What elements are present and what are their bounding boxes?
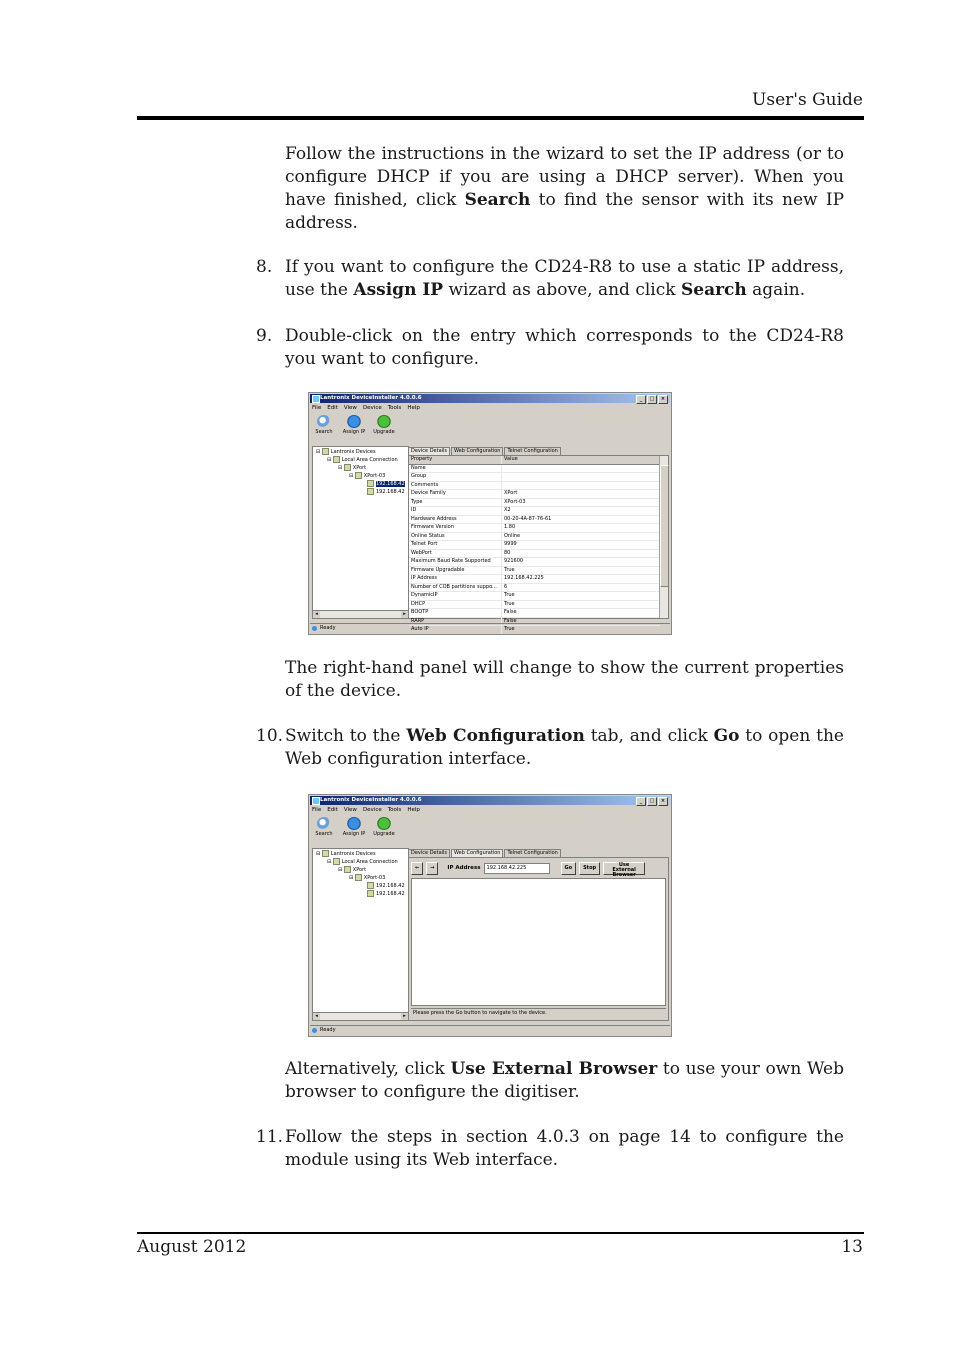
property-name: Hardware Address	[409, 516, 502, 524]
header-rule	[137, 116, 864, 120]
web-config-toolbar	[411, 860, 666, 876]
item-11-number: 11.	[256, 1127, 284, 1147]
scroll-left-icon: ◂	[313, 611, 320, 618]
tab-device-details[interactable]: Device Details	[408, 447, 450, 455]
property-name: Auto IP	[409, 626, 502, 634]
ip-address-field[interactable]: 192.168.42.225	[484, 863, 550, 874]
property-value: X2	[504, 507, 511, 513]
property-value	[502, 465, 504, 473]
property-row[interactable]	[409, 465, 660, 474]
footer-rule	[137, 1232, 864, 1234]
tree-item[interactable]: ⊟ Lantronix Devices	[316, 449, 376, 455]
scroll-thumb	[660, 465, 669, 587]
property-value: 9999	[504, 541, 517, 547]
item-9-text: Double-click on the entry which corresponds to the CD24-R8 you want to configure.	[285, 326, 844, 369]
menu-edit[interactable]: Edit	[327, 405, 338, 411]
globe-icon	[347, 415, 361, 428]
property-value	[502, 473, 504, 481]
properties-panel	[408, 455, 669, 632]
property-name: Name	[409, 465, 502, 473]
tab-web-configuration[interactable]: Web Configuration	[451, 447, 503, 455]
property-row[interactable]	[409, 558, 660, 567]
properties-grid	[409, 456, 660, 635]
after-screenshot-1: The right-hand panel will change to show the current properties of the device.	[285, 658, 844, 701]
item-8-number: 8.	[256, 257, 273, 277]
menu-file[interactable]: File	[312, 807, 322, 813]
property-value	[502, 482, 504, 490]
properties-scrollbar[interactable]	[659, 456, 668, 618]
property-value: 6	[504, 583, 508, 590]
item-11-text: Follow the steps in section 4.0.3 on page 14 to configure the module using its Web interface.	[285, 1127, 844, 1170]
toolbar	[312, 415, 396, 437]
property-row[interactable]	[409, 550, 660, 559]
app-icon	[312, 797, 320, 805]
property-row[interactable]	[409, 541, 660, 550]
property-row[interactable]	[409, 584, 660, 593]
back-button[interactable]: ←	[411, 862, 423, 875]
intro-paragraph	[285, 143, 844, 235]
go-button[interactable]: Go	[561, 862, 577, 875]
property-name: Firmware Version	[409, 524, 502, 532]
after-screenshot-2: Alternatively, click Use External Browser to use your own Web browser to configure the digitiser.	[285, 1059, 844, 1102]
property-value: True	[504, 592, 515, 598]
text: Follow the instructions in the wizard to set the IP address (or to configure DHCP if you are using a DHCP server). When you have finished, click	[285, 144, 844, 210]
property-value: Online	[504, 532, 521, 539]
globe-icon	[347, 817, 361, 830]
property-value: 921600	[504, 558, 524, 564]
property-row[interactable]	[409, 490, 660, 499]
tree-item[interactable]: ⊟ XPort-03	[349, 875, 386, 881]
toolbar	[312, 817, 396, 839]
page-number: 13	[841, 1237, 863, 1257]
property-value: 00-20-4A-87-76-61	[504, 515, 552, 522]
menu-device[interactable]: Device	[362, 807, 382, 813]
property-name: DHCP	[409, 601, 502, 609]
minimize-button[interactable]: _	[636, 797, 646, 806]
property-name: DynamicIP	[409, 592, 502, 600]
ip-address-label: IP Address	[447, 865, 481, 871]
grid-header: Property Value	[409, 456, 660, 465]
network-icon	[333, 858, 340, 865]
window-titlebar: Lantronix DeviceInstaller 4.0.0.6 _ □ ×	[310, 394, 670, 403]
tree-item[interactable]: ⊟ Lantronix Devices	[316, 851, 376, 857]
property-row[interactable]	[409, 575, 660, 584]
property-name: BOOTP	[409, 609, 502, 617]
tree-item-selected[interactable]: 192.168.42	[367, 480, 405, 488]
status-bar: Ready	[310, 1025, 670, 1035]
folder-icon	[344, 866, 351, 873]
tree-item[interactable]: 192.168.42	[367, 488, 405, 496]
property-value: 192.168.42.225	[504, 575, 544, 581]
browser-view[interactable]	[411, 878, 666, 1006]
upgrade-button[interactable]: Upgrade	[372, 415, 396, 437]
scroll-right-icon: ▸	[401, 1013, 408, 1020]
forward-button[interactable]: →	[426, 862, 438, 875]
device-tree[interactable]	[312, 446, 409, 611]
property-row[interactable]	[409, 473, 660, 482]
property-value: True	[504, 626, 515, 632]
property-value: XPort	[504, 490, 518, 496]
scroll-left-icon: ◂	[313, 1013, 320, 1020]
property-row[interactable]	[409, 533, 660, 542]
minimize-button[interactable]: _	[636, 395, 646, 404]
scroll-right-icon: ▸	[401, 611, 408, 618]
item-9-number: 9.	[256, 326, 273, 346]
menu-tools[interactable]: Tools	[387, 807, 402, 813]
search-button[interactable]: Search	[312, 415, 336, 437]
menu-view[interactable]: View	[343, 807, 357, 813]
menu-file[interactable]: File	[312, 405, 322, 411]
property-value: False	[504, 617, 517, 624]
property-name: ID	[409, 507, 502, 515]
menu-edit[interactable]: Edit	[327, 807, 338, 813]
bold-search: Search	[464, 190, 531, 210]
device-icon	[355, 472, 362, 479]
use-external-browser-button[interactable]: Use External Browser	[603, 862, 645, 875]
search-button[interactable]: Search	[312, 817, 336, 839]
item-10-number: 10.	[256, 726, 284, 746]
menu-device[interactable]: Device	[362, 405, 382, 411]
text: to find the sensor with its new IP address.	[285, 190, 845, 233]
menu-view[interactable]: View	[343, 405, 357, 411]
property-row[interactable]	[409, 524, 660, 533]
tree-item[interactable]: ⊟ XPort-03	[349, 473, 386, 479]
device-icon	[367, 488, 374, 495]
header-title: User's Guide	[752, 90, 863, 110]
device-icon	[355, 874, 362, 881]
tree-item-selected[interactable]: 192.168.42	[367, 882, 405, 890]
tree-item[interactable]: ⊟ XPort	[338, 867, 367, 873]
property-name: Firmware Upgradable	[409, 567, 502, 575]
device-icon	[367, 882, 374, 889]
web-config-panel	[408, 857, 669, 1021]
window-titlebar: Lantronix DeviceInstaller 4.0.0.6 _ □ ×	[310, 796, 670, 805]
upgrade-icon	[377, 415, 391, 428]
menu-help[interactable]: Help	[407, 405, 420, 411]
menu-help[interactable]: Help	[407, 807, 420, 813]
maximize-button[interactable]: □	[647, 797, 657, 806]
screenshot-web-configuration	[308, 794, 672, 1037]
property-name: Comments	[409, 482, 502, 490]
menu-tools[interactable]: Tools	[387, 405, 402, 411]
property-name: Telnet Port	[409, 541, 502, 549]
property-row[interactable]	[409, 567, 660, 576]
property-name: Maximum Baud Rate Supported	[409, 558, 502, 566]
upgrade-button[interactable]: Upgrade	[372, 817, 396, 839]
status-bar: Ready	[310, 623, 670, 633]
tree-scrollbar[interactable]	[312, 610, 409, 619]
maximize-button[interactable]: □	[647, 395, 657, 404]
property-name: Device Family	[409, 490, 502, 498]
tab-strip	[408, 447, 561, 455]
menu-bar	[312, 405, 420, 411]
web-status-text: Please press the Go button to navigate to the device.	[411, 1008, 666, 1018]
upgrade-icon	[377, 817, 391, 830]
property-value: 80	[504, 549, 511, 556]
status-icon	[312, 626, 317, 631]
tab-telnet-configuration[interactable]: Telnet Configuration	[504, 447, 560, 455]
tab-device-details[interactable]: Device Details	[408, 849, 450, 857]
tree-item[interactable]: ⊟ Local Area Connection	[327, 859, 398, 865]
property-row[interactable]	[409, 601, 660, 610]
property-value: False	[504, 609, 517, 615]
property-row[interactable]	[409, 592, 660, 601]
property-name: Type	[409, 499, 502, 507]
tree-item[interactable]: ⊟ XPort	[338, 465, 367, 471]
property-row[interactable]	[409, 499, 660, 508]
item-10-text: Switch to the Web Configuration tab, and click Go to open the Web configuration interface.	[285, 726, 844, 769]
devices-icon	[322, 850, 329, 857]
app-icon	[312, 395, 320, 403]
search-icon	[317, 415, 331, 428]
assign-ip-button[interactable]: Assign IP	[342, 817, 366, 839]
tab-web-configuration[interactable]: Web Configuration	[451, 849, 503, 857]
device-icon	[367, 890, 374, 897]
close-button[interactable]: ×	[658, 395, 668, 404]
close-button[interactable]: ×	[658, 797, 668, 806]
device-tree[interactable]	[312, 848, 409, 1013]
stop-button[interactable]: Stop	[579, 862, 600, 875]
search-icon	[317, 817, 331, 830]
device-icon	[367, 480, 374, 487]
property-value: 1.80	[504, 524, 516, 530]
property-name: RARP	[409, 618, 502, 626]
devices-icon	[322, 448, 329, 455]
screenshot-device-details	[308, 392, 672, 635]
tree-scrollbar[interactable]	[312, 1012, 409, 1021]
tab-telnet-configuration[interactable]: Telnet Configuration	[504, 849, 560, 857]
folder-icon	[344, 464, 351, 471]
property-row[interactable]	[409, 507, 660, 516]
property-value: True	[504, 600, 515, 607]
tab-strip	[408, 849, 561, 857]
property-name: IP Address	[409, 575, 502, 583]
property-name: Online Status	[409, 533, 502, 541]
status-icon	[312, 1028, 317, 1033]
property-row[interactable]	[409, 516, 660, 525]
tree-item[interactable]: 192.168.42	[367, 890, 405, 898]
item-8-text: If you want to configure the CD24-R8 to use a static IP address, use the Assign IP wizard as above, and click Search again.	[285, 257, 844, 300]
property-name: Number of COB partitions suppo...	[409, 584, 502, 592]
footer-date: August 2012	[137, 1237, 247, 1257]
property-row[interactable]	[409, 482, 660, 491]
property-name: WebPort	[409, 550, 502, 558]
property-name: Group	[409, 473, 502, 481]
property-row[interactable]	[409, 609, 660, 618]
property-value: True	[504, 566, 515, 573]
tree-item[interactable]: ⊟ Local Area Connection	[327, 457, 398, 463]
assign-ip-button[interactable]: Assign IP	[342, 415, 366, 437]
network-icon	[333, 456, 340, 463]
property-value: XPort-03	[504, 498, 526, 505]
menu-bar	[312, 807, 420, 813]
